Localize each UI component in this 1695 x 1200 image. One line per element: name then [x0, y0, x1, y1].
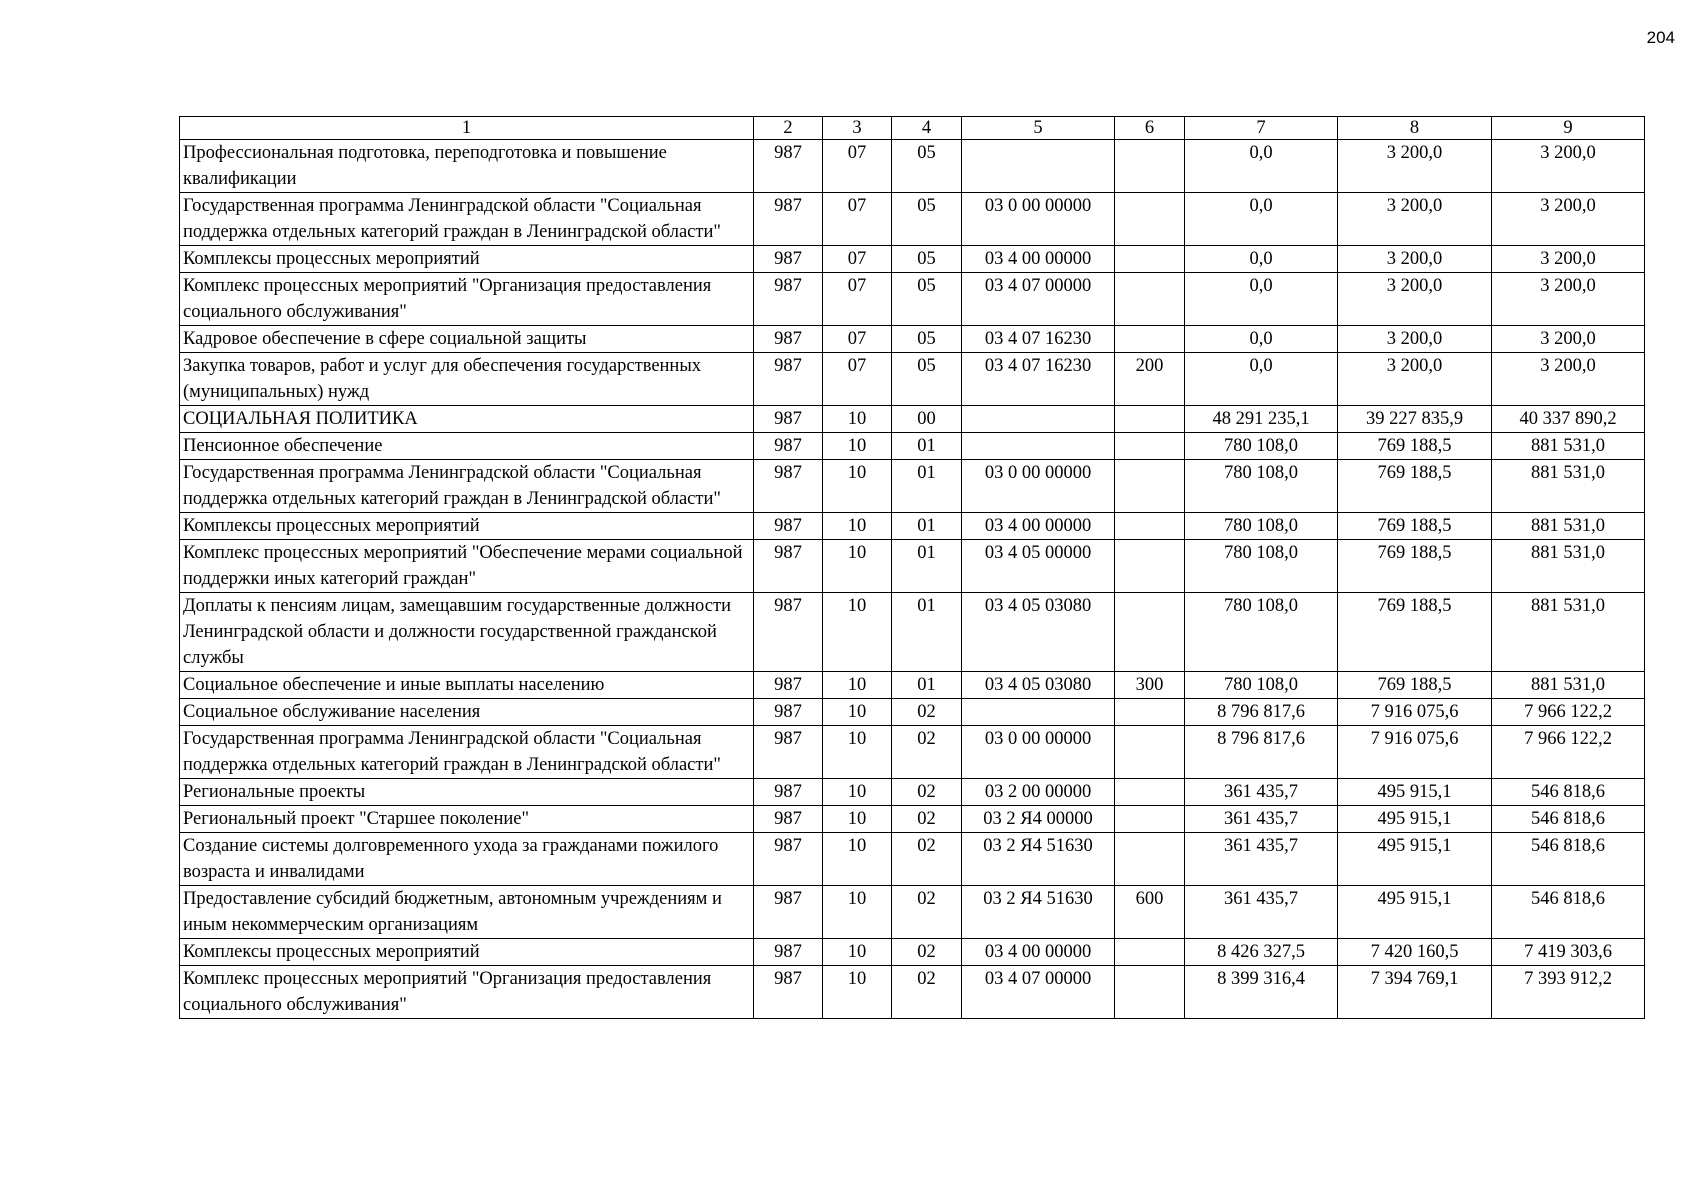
cell-subsection-code: 02 — [892, 939, 962, 966]
cell-name: Государственная программа Ленинградской области "Социальная поддержка отдельных категорий граждан в Ленинградской области" — [180, 193, 754, 246]
cell-amount-7: 780 108,0 — [1185, 593, 1338, 672]
cell-target-article: 03 4 07 00000 — [962, 273, 1115, 326]
cell-target-article: 03 2 00 00000 — [962, 779, 1115, 806]
cell-subsection-code: 02 — [892, 886, 962, 939]
cell-amount-8: 39 227 835,9 — [1338, 406, 1492, 433]
cell-amount-7: 0,0 — [1185, 246, 1338, 273]
cell-expense-type — [1115, 193, 1185, 246]
table-row — [180, 140, 1645, 193]
cell-amount-8: 7 916 075,6 — [1338, 699, 1492, 726]
cell-amount-9: 546 818,6 — [1492, 886, 1645, 939]
cell-grbs-code: 987 — [754, 246, 823, 273]
cell-amount-8: 769 188,5 — [1338, 433, 1492, 460]
cell-amount-9: 3 200,0 — [1492, 273, 1645, 326]
cell-expense-type: 200 — [1115, 353, 1185, 406]
cell-section-code: 07 — [823, 273, 892, 326]
cell-amount-9: 7 393 912,2 — [1492, 966, 1645, 1019]
cell-amount-9: 546 818,6 — [1492, 779, 1645, 806]
cell-subsection-code: 01 — [892, 593, 962, 672]
cell-name: Государственная программа Ленинградской области "Социальная поддержка отдельных категорий граждан в Ленинградской области" — [180, 726, 754, 779]
column-header: 8 — [1338, 117, 1492, 140]
cell-expense-type — [1115, 939, 1185, 966]
cell-amount-9: 881 531,0 — [1492, 433, 1645, 460]
cell-amount-8: 3 200,0 — [1338, 326, 1492, 353]
table-row — [180, 939, 1645, 966]
cell-amount-9: 881 531,0 — [1492, 513, 1645, 540]
cell-amount-9: 881 531,0 — [1492, 540, 1645, 593]
cell-amount-9: 3 200,0 — [1492, 140, 1645, 193]
cell-grbs-code: 987 — [754, 886, 823, 939]
cell-subsection-code: 01 — [892, 672, 962, 699]
cell-amount-8: 769 188,5 — [1338, 593, 1492, 672]
cell-name: Предоставление субсидий бюджетным, автономным учреждениям и иным некоммерческим организациям — [180, 886, 754, 939]
cell-subsection-code: 02 — [892, 779, 962, 806]
column-header: 1 — [180, 117, 754, 140]
cell-amount-7: 0,0 — [1185, 326, 1338, 353]
cell-target-article: 03 4 00 00000 — [962, 513, 1115, 540]
cell-name: Закупка товаров, работ и услуг для обеспечения государственных (муниципальных) нужд — [180, 353, 754, 406]
cell-grbs-code: 987 — [754, 326, 823, 353]
cell-amount-7: 8 796 817,6 — [1185, 726, 1338, 779]
cell-section-code: 10 — [823, 406, 892, 433]
cell-section-code: 10 — [823, 833, 892, 886]
cell-expense-type — [1115, 460, 1185, 513]
cell-expense-type — [1115, 540, 1185, 593]
cell-amount-8: 3 200,0 — [1338, 273, 1492, 326]
cell-amount-8: 769 188,5 — [1338, 513, 1492, 540]
cell-name: Комплексы процессных мероприятий — [180, 246, 754, 273]
table-row — [180, 779, 1645, 806]
cell-grbs-code: 987 — [754, 140, 823, 193]
cell-grbs-code: 987 — [754, 513, 823, 540]
cell-amount-8: 495 915,1 — [1338, 886, 1492, 939]
cell-expense-type — [1115, 779, 1185, 806]
cell-section-code: 07 — [823, 193, 892, 246]
cell-expense-type — [1115, 513, 1185, 540]
cell-amount-7: 0,0 — [1185, 273, 1338, 326]
cell-name: Комплекс процессных мероприятий "Обеспечение мерами социальной поддержки иных категорий граждан" — [180, 540, 754, 593]
table-row — [180, 246, 1645, 273]
column-header: 3 — [823, 117, 892, 140]
cell-name: Региональные проекты — [180, 779, 754, 806]
cell-amount-8: 7 916 075,6 — [1338, 726, 1492, 779]
cell-name: Комплексы процессных мероприятий — [180, 513, 754, 540]
table-row — [180, 833, 1645, 886]
cell-section-code: 10 — [823, 593, 892, 672]
cell-amount-8: 3 200,0 — [1338, 246, 1492, 273]
column-header: 2 — [754, 117, 823, 140]
cell-target-article: 03 4 07 16230 — [962, 326, 1115, 353]
cell-name: Профессиональная подготовка, переподготовка и повышение квалификации — [180, 140, 754, 193]
cell-grbs-code: 987 — [754, 460, 823, 513]
cell-amount-8: 7 394 769,1 — [1338, 966, 1492, 1019]
cell-section-code: 07 — [823, 140, 892, 193]
cell-name: Социальное обеспечение и иные выплаты населению — [180, 672, 754, 699]
column-header: 6 — [1115, 117, 1185, 140]
cell-grbs-code: 987 — [754, 273, 823, 326]
cell-amount-9: 881 531,0 — [1492, 593, 1645, 672]
cell-expense-type — [1115, 140, 1185, 193]
column-header: 9 — [1492, 117, 1645, 140]
cell-amount-7: 361 435,7 — [1185, 833, 1338, 886]
cell-grbs-code: 987 — [754, 699, 823, 726]
cell-name: Кадровое обеспечение в сфере социальной защиты — [180, 326, 754, 353]
cell-expense-type: 600 — [1115, 886, 1185, 939]
cell-grbs-code: 987 — [754, 966, 823, 1019]
cell-section-code: 10 — [823, 886, 892, 939]
cell-target-article — [962, 406, 1115, 433]
cell-target-article: 03 0 00 00000 — [962, 460, 1115, 513]
cell-target-article: 03 2 Я4 51630 — [962, 833, 1115, 886]
cell-name: Региональный проект "Старшее поколение" — [180, 806, 754, 833]
cell-amount-7: 361 435,7 — [1185, 806, 1338, 833]
cell-name: Доплаты к пенсиям лицам, замещавшим государственные должности Ленинградской области и должности государственной гражданской службы — [180, 593, 754, 672]
column-header: 4 — [892, 117, 962, 140]
cell-expense-type — [1115, 593, 1185, 672]
table-row — [180, 726, 1645, 779]
table-header-row — [180, 117, 1645, 140]
cell-target-article: 03 4 05 03080 — [962, 672, 1115, 699]
cell-grbs-code: 987 — [754, 406, 823, 433]
cell-target-article: 03 4 00 00000 — [962, 246, 1115, 273]
cell-grbs-code: 987 — [754, 593, 823, 672]
cell-amount-8: 495 915,1 — [1338, 779, 1492, 806]
cell-expense-type — [1115, 726, 1185, 779]
cell-target-article — [962, 699, 1115, 726]
cell-amount-7: 0,0 — [1185, 353, 1338, 406]
table-row — [180, 273, 1645, 326]
cell-amount-9: 7 419 303,6 — [1492, 939, 1645, 966]
column-header: 7 — [1185, 117, 1338, 140]
cell-target-article — [962, 433, 1115, 460]
cell-name: Государственная программа Ленинградской области "Социальная поддержка отдельных категорий граждан в Ленинградской области" — [180, 460, 754, 513]
cell-subsection-code: 01 — [892, 433, 962, 460]
table-row — [180, 326, 1645, 353]
table-row — [180, 966, 1645, 1019]
cell-amount-8: 769 188,5 — [1338, 460, 1492, 513]
cell-amount-9: 546 818,6 — [1492, 833, 1645, 886]
cell-section-code: 10 — [823, 806, 892, 833]
cell-subsection-code: 01 — [892, 460, 962, 513]
cell-subsection-code: 05 — [892, 353, 962, 406]
cell-expense-type — [1115, 433, 1185, 460]
cell-expense-type — [1115, 806, 1185, 833]
cell-amount-8: 3 200,0 — [1338, 140, 1492, 193]
cell-section-code: 10 — [823, 433, 892, 460]
cell-subsection-code: 00 — [892, 406, 962, 433]
cell-amount-8: 7 420 160,5 — [1338, 939, 1492, 966]
cell-grbs-code: 987 — [754, 540, 823, 593]
page-number: 204 — [1646, 28, 1675, 47]
cell-amount-8: 769 188,5 — [1338, 540, 1492, 593]
cell-expense-type — [1115, 699, 1185, 726]
cell-target-article: 03 4 07 00000 — [962, 966, 1115, 1019]
cell-amount-9: 3 200,0 — [1492, 326, 1645, 353]
cell-section-code: 10 — [823, 779, 892, 806]
cell-amount-7: 780 108,0 — [1185, 460, 1338, 513]
cell-amount-9: 7 966 122,2 — [1492, 699, 1645, 726]
cell-amount-7: 0,0 — [1185, 140, 1338, 193]
cell-name: Комплексы процессных мероприятий — [180, 939, 754, 966]
cell-section-code: 10 — [823, 726, 892, 779]
cell-grbs-code: 987 — [754, 353, 823, 406]
cell-subsection-code: 05 — [892, 193, 962, 246]
cell-amount-9: 3 200,0 — [1492, 246, 1645, 273]
cell-amount-7: 780 108,0 — [1185, 513, 1338, 540]
table-row — [180, 460, 1645, 513]
cell-expense-type — [1115, 326, 1185, 353]
cell-grbs-code: 987 — [754, 726, 823, 779]
cell-subsection-code: 02 — [892, 833, 962, 886]
cell-target-article — [962, 140, 1115, 193]
cell-target-article: 03 4 07 16230 — [962, 353, 1115, 406]
table-row — [180, 672, 1645, 699]
cell-grbs-code: 987 — [754, 433, 823, 460]
cell-amount-8: 495 915,1 — [1338, 833, 1492, 886]
cell-section-code: 10 — [823, 540, 892, 593]
table-row — [180, 699, 1645, 726]
cell-grbs-code: 987 — [754, 672, 823, 699]
cell-target-article: 03 4 05 00000 — [962, 540, 1115, 593]
cell-grbs-code: 987 — [754, 779, 823, 806]
cell-amount-9: 3 200,0 — [1492, 353, 1645, 406]
cell-subsection-code: 02 — [892, 806, 962, 833]
cell-subsection-code: 02 — [892, 699, 962, 726]
cell-amount-7: 8 399 316,4 — [1185, 966, 1338, 1019]
cell-target-article: 03 2 Я4 51630 — [962, 886, 1115, 939]
cell-grbs-code: 987 — [754, 833, 823, 886]
cell-target-article: 03 0 00 00000 — [962, 193, 1115, 246]
cell-subsection-code: 02 — [892, 966, 962, 1019]
cell-name: СОЦИАЛЬНАЯ ПОЛИТИКА — [180, 406, 754, 433]
cell-target-article: 03 4 05 03080 — [962, 593, 1115, 672]
cell-amount-9: 881 531,0 — [1492, 460, 1645, 513]
cell-subsection-code: 01 — [892, 540, 962, 593]
cell-name: Социальное обслуживание населения — [180, 699, 754, 726]
cell-expense-type — [1115, 246, 1185, 273]
cell-subsection-code: 01 — [892, 513, 962, 540]
cell-amount-9: 3 200,0 — [1492, 193, 1645, 246]
cell-amount-7: 361 435,7 — [1185, 779, 1338, 806]
table-row — [180, 193, 1645, 246]
cell-grbs-code: 987 — [754, 193, 823, 246]
table-row — [180, 593, 1645, 672]
cell-amount-7: 8 796 817,6 — [1185, 699, 1338, 726]
cell-amount-8: 3 200,0 — [1338, 193, 1492, 246]
cell-amount-9: 40 337 890,2 — [1492, 406, 1645, 433]
cell-amount-7: 780 108,0 — [1185, 433, 1338, 460]
cell-subsection-code: 05 — [892, 326, 962, 353]
cell-amount-8: 495 915,1 — [1338, 806, 1492, 833]
cell-subsection-code: 05 — [892, 246, 962, 273]
cell-name: Пенсионное обеспечение — [180, 433, 754, 460]
cell-section-code: 10 — [823, 460, 892, 513]
column-header: 5 — [962, 117, 1115, 140]
table-row — [180, 513, 1645, 540]
cell-section-code: 10 — [823, 699, 892, 726]
cell-target-article: 03 2 Я4 00000 — [962, 806, 1115, 833]
cell-amount-7: 48 291 235,1 — [1185, 406, 1338, 433]
cell-amount-8: 769 188,5 — [1338, 672, 1492, 699]
budget-table — [179, 116, 1645, 1019]
cell-expense-type — [1115, 966, 1185, 1019]
cell-amount-9: 546 818,6 — [1492, 806, 1645, 833]
table-row — [180, 540, 1645, 593]
cell-amount-7: 780 108,0 — [1185, 672, 1338, 699]
cell-amount-7: 0,0 — [1185, 193, 1338, 246]
cell-subsection-code: 05 — [892, 273, 962, 326]
cell-target-article: 03 4 00 00000 — [962, 939, 1115, 966]
cell-grbs-code: 987 — [754, 806, 823, 833]
cell-amount-7: 361 435,7 — [1185, 886, 1338, 939]
cell-section-code: 07 — [823, 353, 892, 406]
table-row — [180, 806, 1645, 833]
table-row — [180, 406, 1645, 433]
cell-section-code: 07 — [823, 246, 892, 273]
cell-name: Комплекс процессных мероприятий "Организация предоставления социального обслуживания" — [180, 273, 754, 326]
cell-expense-type — [1115, 406, 1185, 433]
table-row — [180, 353, 1645, 406]
cell-expense-type — [1115, 833, 1185, 886]
cell-subsection-code: 05 — [892, 140, 962, 193]
cell-section-code: 10 — [823, 672, 892, 699]
cell-section-code: 10 — [823, 513, 892, 540]
cell-target-article: 03 0 00 00000 — [962, 726, 1115, 779]
cell-name: Создание системы долговременного ухода за гражданами пожилого возраста и инвалидами — [180, 833, 754, 886]
cell-grbs-code: 987 — [754, 939, 823, 966]
cell-subsection-code: 02 — [892, 726, 962, 779]
cell-section-code: 10 — [823, 966, 892, 1019]
cell-name: Комплекс процессных мероприятий "Организация предоставления социального обслуживания" — [180, 966, 754, 1019]
cell-section-code: 10 — [823, 939, 892, 966]
cell-amount-9: 881 531,0 — [1492, 672, 1645, 699]
table-row — [180, 886, 1645, 939]
cell-amount-7: 780 108,0 — [1185, 540, 1338, 593]
cell-amount-8: 3 200,0 — [1338, 353, 1492, 406]
cell-section-code: 07 — [823, 326, 892, 353]
cell-expense-type: 300 — [1115, 672, 1185, 699]
table-row — [180, 433, 1645, 460]
cell-amount-7: 8 426 327,5 — [1185, 939, 1338, 966]
cell-expense-type — [1115, 273, 1185, 326]
cell-amount-9: 7 966 122,2 — [1492, 726, 1645, 779]
